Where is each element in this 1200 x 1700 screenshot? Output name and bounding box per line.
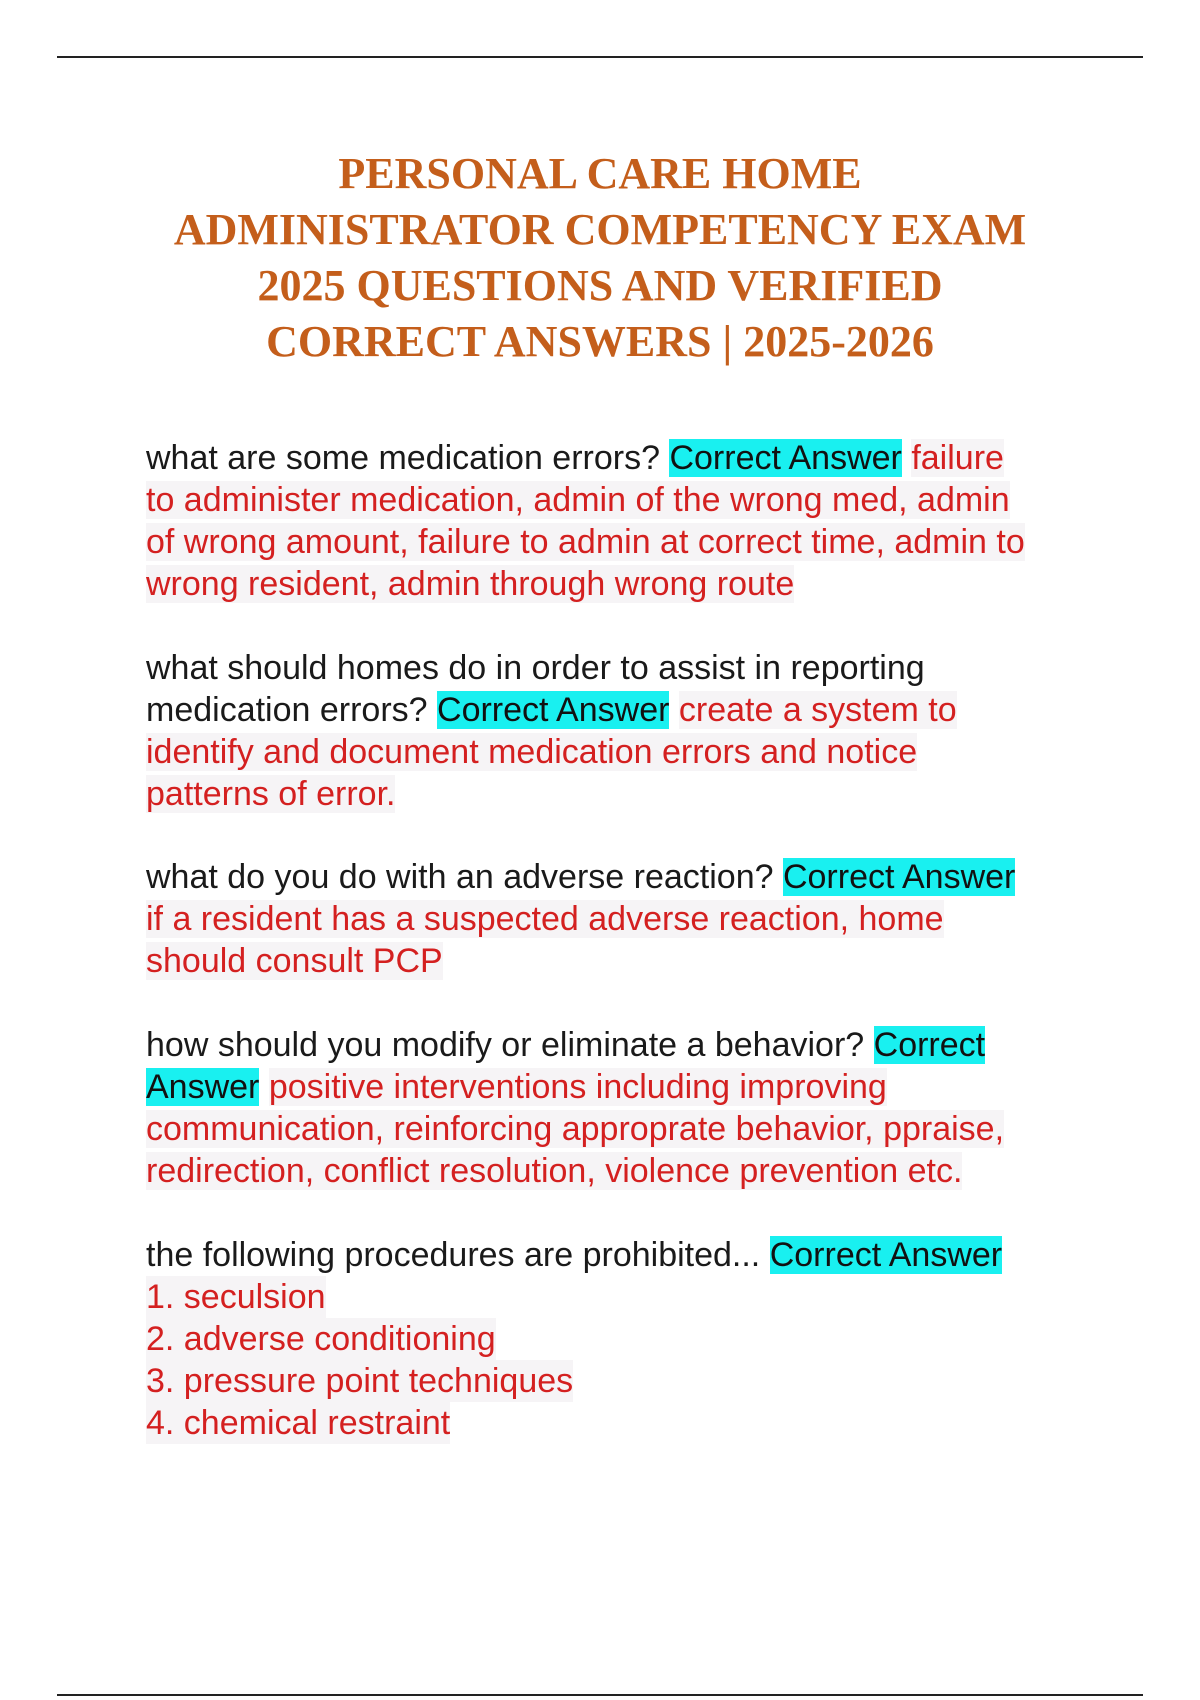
qa-item-4 (146, 1024, 1106, 1192)
answer-text: positive interventions including improving (268, 1068, 887, 1106)
answer-text: if a resident has a suspected adverse reaction, home (146, 900, 944, 938)
correct-answer-label: Correct Answer (769, 1236, 1003, 1274)
qa-line (146, 647, 1106, 689)
qa-line (146, 1066, 1106, 1108)
qa-item-3 (146, 856, 1106, 982)
qa-item-2 (146, 647, 1106, 815)
correct-answer-label: Answer (146, 1068, 260, 1106)
qa-line (146, 521, 1106, 563)
question-text: what are some medication errors? (146, 439, 661, 477)
qa-line (146, 898, 1106, 940)
qa-line (146, 479, 1106, 521)
page-title (130, 146, 1070, 370)
correct-answer-label: Correct Answer (782, 858, 1016, 896)
answer-list-item: 3. pressure point techniques (146, 1362, 574, 1400)
question-text: what should homes do in order to assist in reporting (146, 649, 925, 687)
answer-text: should consult PCP (146, 942, 443, 980)
correct-answer-label: Correct Answer (437, 691, 670, 729)
answer-list-item: 1. seculsion (146, 1278, 326, 1316)
title-line: ADMINISTRATOR COMPETENCY EXAM (173, 205, 1027, 254)
answer-text: create a system to (678, 691, 957, 729)
question-text: what do you do with an adverse reaction? (146, 858, 774, 896)
answer-text: patterns of error. (146, 775, 396, 813)
answer-list-item: 4. chemical restraint (146, 1404, 451, 1442)
qa-line (146, 1150, 1106, 1192)
answer-text: redirection, conflict resolution, violence prevention etc. (146, 1152, 963, 1190)
title-line: 2025 QUESTIONS AND VERIFIED (257, 261, 943, 310)
answer-text: communication, reinforcing approprate behavior, ppraise, (146, 1110, 1005, 1148)
qa-line (146, 940, 1106, 982)
title-line: PERSONAL CARE HOME (338, 149, 862, 198)
answer-text: of wrong amount, failure to admin at correct time, admin to (146, 523, 1025, 561)
qa-line (146, 856, 1106, 898)
question-text: the following procedures are prohibited... (146, 1236, 761, 1274)
answer-text: to administer medication, admin of the wrong med, admin (146, 481, 1010, 519)
qa-line (146, 1024, 1106, 1066)
answer-list-item: 2. adverse conditioning (146, 1320, 496, 1358)
top-rule (57, 56, 1143, 58)
correct-answer-label: Correct Answer (669, 439, 902, 477)
qa-line (146, 773, 1106, 815)
answer-text: wrong resident, admin through wrong route (146, 565, 795, 603)
qa-line (146, 563, 1106, 605)
qa-item-5 (146, 1234, 1106, 1444)
bottom-rule (57, 1694, 1143, 1696)
qa-line (146, 1276, 1106, 1318)
answer-text: identify and document medication errors and notice (146, 733, 918, 771)
qa-line (146, 1402, 1106, 1444)
question-text: medication errors? (146, 691, 428, 729)
qa-line (146, 689, 1106, 731)
qa-line (146, 1318, 1106, 1360)
qa-item-1 (146, 437, 1106, 605)
answer-text: failure (911, 439, 1004, 477)
qa-line (146, 1360, 1106, 1402)
qa-line (146, 1108, 1106, 1150)
correct-answer-label: Correct (873, 1026, 986, 1064)
title-line: CORRECT ANSWERS | 2025-2026 (266, 317, 934, 366)
question-text: how should you modify or eliminate a behavior? (146, 1026, 865, 1064)
qa-line (146, 437, 1106, 479)
qa-line (146, 731, 1106, 773)
qa-line (146, 1234, 1106, 1276)
